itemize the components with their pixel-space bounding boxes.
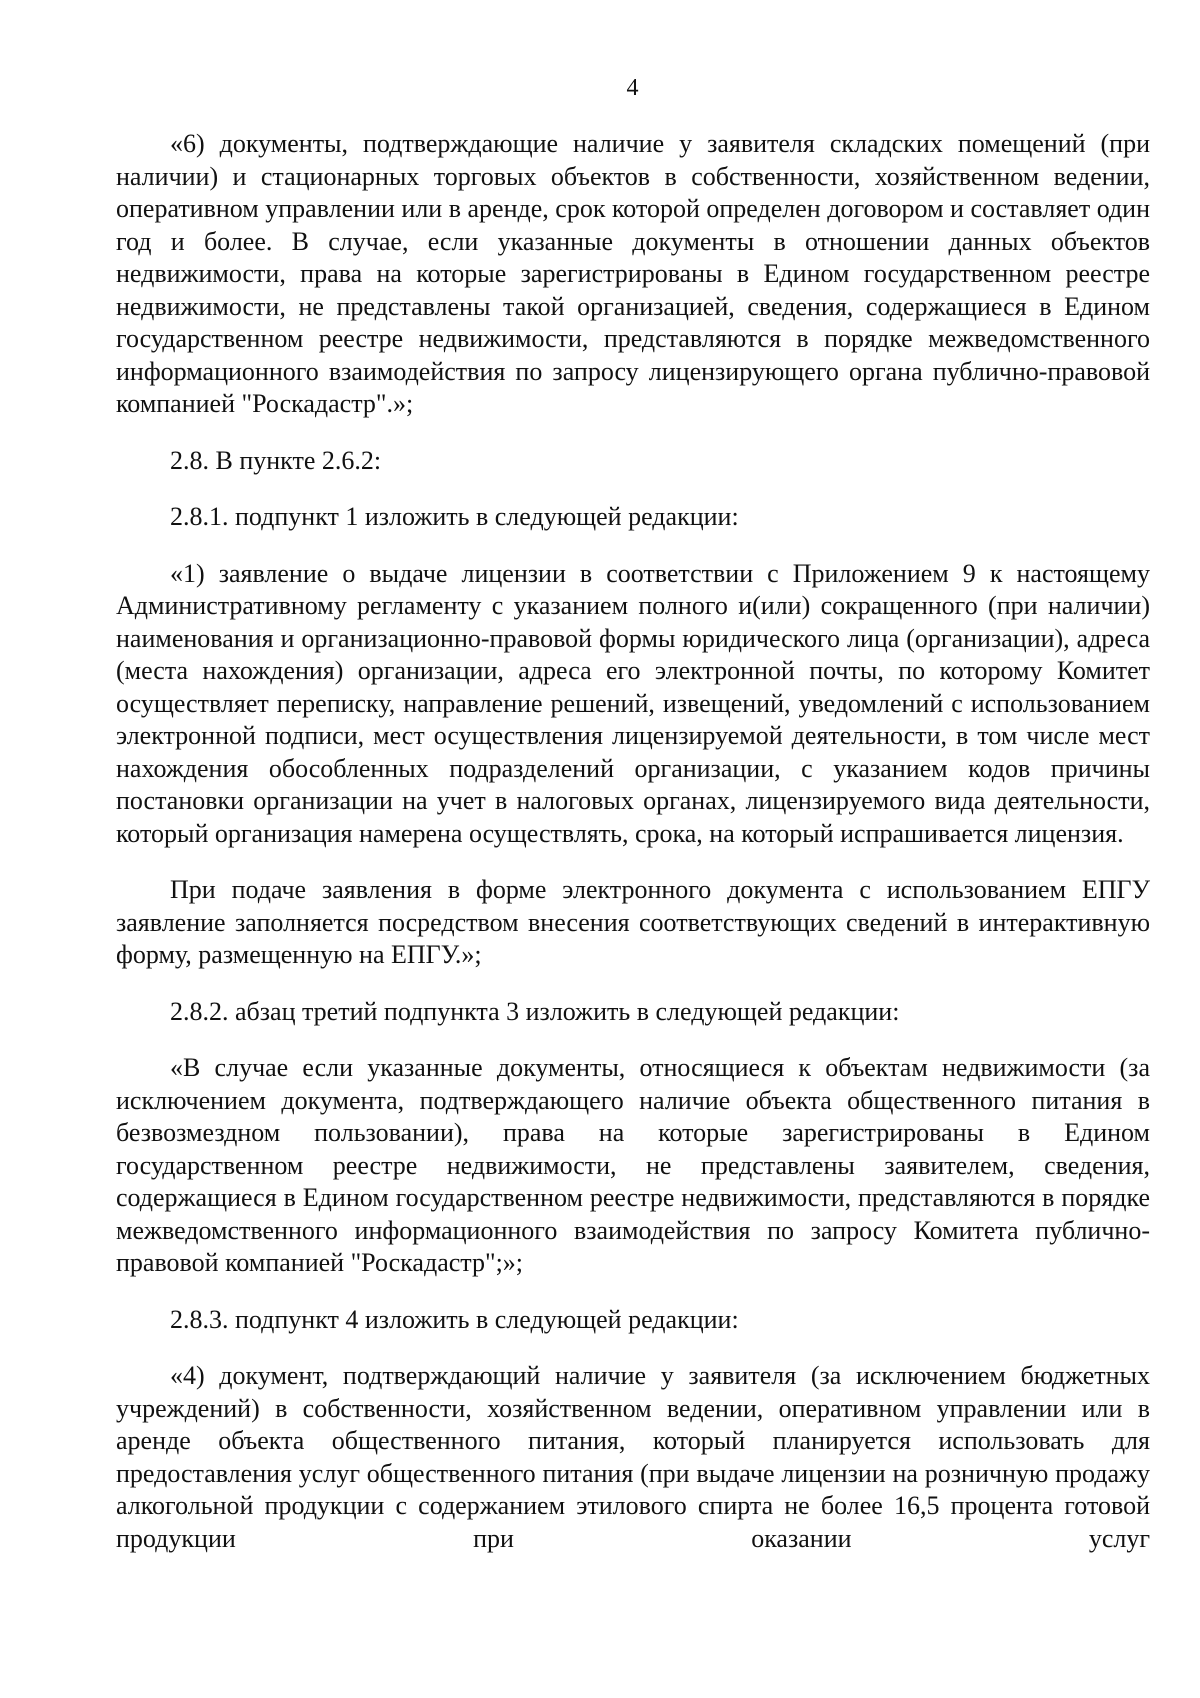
paragraph-section-2-8-1: 2.8.1. подпункт 1 изложить в следующей редакции: — [170, 502, 739, 531]
paragraph-epgu-application: При подаче заявления в форме электронного документа с использованием ЕПГУ заявление заполняется посредством внесения соответствующих сведений в интерактивную форму, размещенную на ЕПГУ.»; — [116, 875, 1150, 969]
paragraph-item-1: «1) заявление о выдаче лицензии в соответствии с Приложением 9 к настоящему Административному регламенту с указанием полного и(или) сокращенного (при наличии) наименования и организационно-правовой формы юридического лица (организации), адреса (места нахождения) организации, адреса его электронной почты, по которому Комитет осуществляет переписку, направление решений, извещений, уведомлений с использованием электронной подписи, мест осуществления лицензируемой деятельности, в том числе мест нахождения обособленных подразделений организации, с указанием кодов причины постановки организации на учет в налоговых органах, лицензируемого вида деятельности, который организация намерена осуществлять, срока, на который испрашивается лицензия. — [116, 558, 1150, 848]
document-body — [116, 128, 1150, 1555]
paragraph-section-2-8: 2.8. В пункте 2.6.2: — [170, 445, 382, 475]
page-number: 4 — [626, 75, 639, 101]
paragraph-real-estate-documents: «В случае если указанные документы, относящиеся к объектам недвижимости (за исключением документа, подтверждающего наличие объекта общественного питания в безвозмездном пользовании), права на которые зарегистрированы в Едином государственном реестре недвижимости, не представлены заявителем, сведения, содержащиеся в Едином государственном реестре недвижимости, представляются в порядке межведомственного информационного взаимодействия по запросу Комитета публично-правовой компанией "Роскадастр";»; — [116, 1053, 1150, 1277]
paragraph-section-2-8-2: 2.8.2. абзац третий подпункта 3 изложить в следующей редакции: — [170, 996, 900, 1026]
paragraph-section-2-8-3: 2.8.3. подпункт 4 изложить в следующей редакции: — [170, 1304, 739, 1334]
paragraph-item-6: «6) документы, подтверждающие наличие у заявителя складских помещений (при наличии) и стационарных торговых объектов в собственности, хозяйственном ведении, оперативном управлении или в аренде, срок которой определен договором и составляет один год и более. В случае, если указанные документы в отношении данных объектов недвижимости, права на которые зарегистрированы в Едином государственном реестре недвижимости, не представлены такой организацией, сведения, содержащиеся в Едином государственном реестре недвижимости, представляются в порядке межведомственного информационного взаимодействия по запросу лицензирующего органа публично-правовой компанией "Роскадастр".»; — [116, 129, 1150, 418]
paragraph-item-4: «4) документ, подтверждающий наличие у заявителя (за исключением бюджетных учреждений) в собственности, хозяйственном ведении, оперативном управлении или в аренде объекта общественного питания, который планируется использовать для предоставления услуг общественного питания (при выдаче лицензии на розничную продажу алкогольной продукции с содержанием этилового спирта не более 16,5 процента готовой продукции при оказании услуг — [116, 1361, 1150, 1553]
